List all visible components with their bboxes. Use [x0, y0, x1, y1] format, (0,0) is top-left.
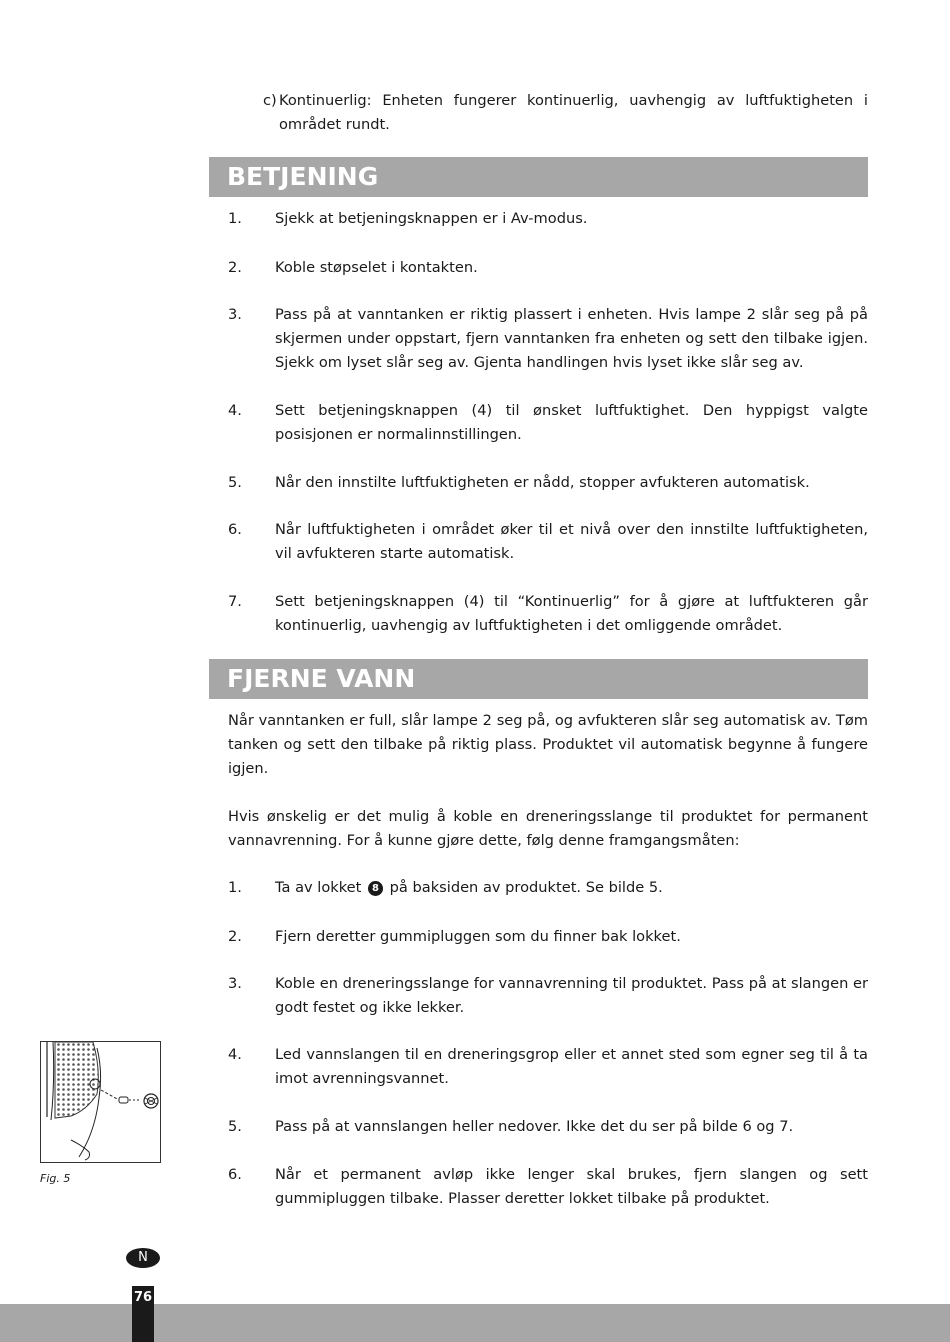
step-text: Sett betjeningsknappen (4) til “Kontinuerlig” for å gjøre at luftfukteren går kontinuerlig, uavhengig av luftfuktigheten i det omliggende området. — [275, 593, 868, 634]
betjening-step — [228, 518, 868, 566]
fjerne-step — [228, 876, 868, 900]
step-text: Sett betjeningsknappen (4) til ønsket luftfuktighet. Den hyppigst valgte posisjonen er normalinnstillingen. — [275, 402, 868, 443]
intro-text: Kontinuerlig: Enheten fungerer kontinuerlig, uavhengig av luftfuktigheten i området rundt. — [279, 92, 868, 133]
betjening-step — [228, 590, 868, 638]
step-text: Koble støpselet i kontakten. — [275, 259, 478, 276]
fjerne-step — [228, 1043, 868, 1091]
step-number: 4. — [228, 1046, 242, 1063]
step-text-before: Ta av lokket — [275, 879, 362, 896]
step-text: Koble en dreneringsslange for vannavrenning til produktet. Pass på at slangen er godt festet og ikke lekker. — [275, 975, 868, 1016]
step-text: Sjekk at betjeningsknappen er i Av-modus. — [275, 210, 588, 227]
betjening-step — [228, 256, 868, 280]
step-text: Fjern deretter gummipluggen som du finner bak lokket. — [275, 928, 681, 945]
fjerne-paragraph: Når vanntanken er full, slår lampe 2 seg på, og avfukteren slår seg automatisk av. Tøm tanken og sett den tilbake på riktig plass. Produktet vil automatisk begynne å fungere igjen. — [228, 712, 868, 777]
step-text — [275, 876, 868, 900]
step-number: 2. — [228, 259, 242, 276]
step-text: Pass på at vanntanken er riktig plassert i enheten. Hvis lampe 2 slår seg på på skjermen under oppstart, fjern vanntanken fra enheten og sett den tilbake igjen. Sjekk om lyset slår seg av. Gjenta handlingen hvis lyset ikke slår seg av. — [275, 306, 868, 371]
step-number: 6. — [228, 1166, 242, 1183]
section-heading-fjerne-vann: FJERNE VANN — [209, 659, 868, 699]
fjerne-step — [228, 1115, 868, 1139]
step-text: Når et permanent avløp ikke lenger skal brukes, fjern slangen og sett gummipluggen tilbake. Plasser deretter lokket tilbake på produktet. — [275, 1166, 868, 1207]
dehumidifier-drawing — [41, 1042, 160, 1162]
step-number: 4. — [228, 402, 242, 419]
fjerne-step — [228, 972, 868, 1020]
step-text: Led vannslangen til en dreneringsgrop eller et annet sted som egner seg til å ta imot avrenningsvannet. — [275, 1046, 868, 1087]
fjerne-step — [228, 1163, 868, 1211]
intro-marker: c) — [263, 92, 277, 109]
step-number: 2. — [228, 928, 242, 945]
page-number: 76 — [132, 1286, 154, 1342]
betjening-step — [228, 303, 868, 375]
step-number: 5. — [228, 1118, 242, 1135]
betjening-step — [228, 207, 868, 231]
step-number: 3. — [228, 975, 242, 992]
step-text: Når luftfuktigheten i området øker til et nivå over den innstilte luftfuktigheten, vil avfukteren starte automatisk. — [275, 521, 868, 562]
fjerne-paragraph: Hvis ønskelig er det mulig å koble en dreneringsslange til produktet for permanent vannavrenning. For å kunne gjøre dette, følg denne framgangsmåten: — [228, 808, 868, 849]
part-number-badge: 8 — [368, 881, 383, 896]
intro-item — [263, 89, 868, 137]
step-number: 1. — [228, 879, 242, 896]
step-number: 3. — [228, 306, 242, 323]
figure-5-illustration — [40, 1041, 161, 1163]
figure-caption: Fig. 5 — [40, 1172, 71, 1185]
language-badge: N — [126, 1248, 160, 1268]
section-heading-betjening: BETJENING — [209, 157, 868, 197]
step-number: 1. — [228, 210, 242, 227]
betjening-step — [228, 471, 868, 495]
betjening-step — [228, 399, 868, 447]
step-text: Når den innstilte luftfuktigheten er nådd, stopper avfukteren automatisk. — [275, 474, 810, 491]
step-text: Pass på at vannslangen heller nedover. Ikke det du ser på bilde 6 og 7. — [275, 1118, 794, 1135]
step-number: 6. — [228, 521, 242, 538]
step-number: 7. — [228, 593, 242, 610]
fjerne-step — [228, 925, 868, 949]
step-number: 5. — [228, 474, 242, 491]
step-text-after: på baksiden av produktet. Se bilde 5. — [389, 879, 663, 896]
